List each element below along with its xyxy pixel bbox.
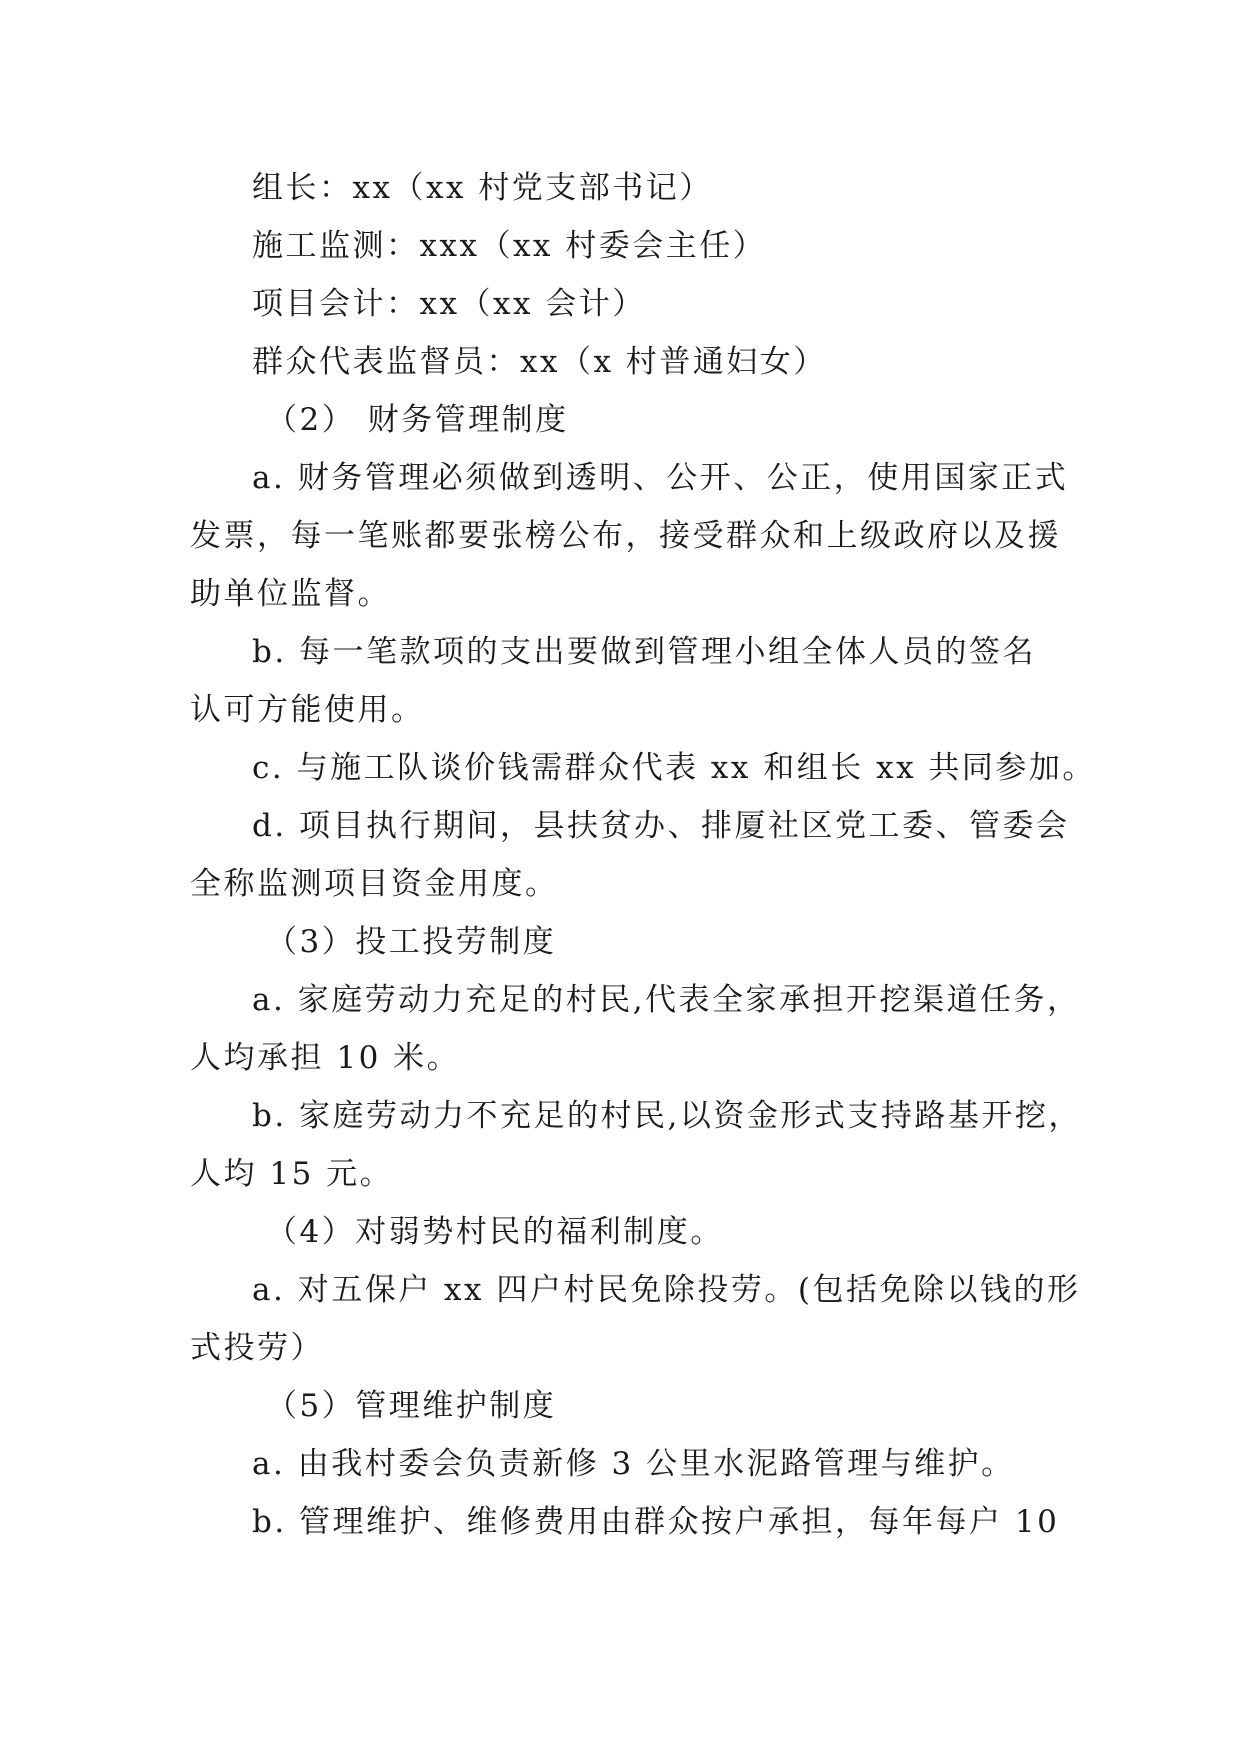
text-line-project-accountant: 项目会计：xx（xx 会计） xyxy=(252,286,646,322)
paragraph-line: 助单位监督。 xyxy=(190,576,391,612)
paragraph-line: b. 家庭劳动力不充足的村民,以资金形式支持路基开挖， xyxy=(252,1098,1082,1134)
paragraph-line: a. 由我村委会负责新修 3 公里水泥路管理与维护。 xyxy=(252,1446,1015,1482)
paragraph-line: d. 项目执行期间，县扶贫办、排厦社区党工委、管委会 xyxy=(252,808,1070,844)
paragraph-line: a. 对五保户 xx 四户村民免除投劳。(包括免除以钱的形 xyxy=(252,1272,1081,1308)
section-heading-labor: （3）投工投劳制度 xyxy=(266,924,557,960)
paragraph-line: 人均承担 10 米。 xyxy=(190,1040,461,1076)
section-heading-welfare: （4）对弱势村民的福利制度。 xyxy=(266,1214,724,1250)
paragraph-line: b. 每一笔款项的支出要做到管理小组全体人员的签名 xyxy=(252,634,1037,670)
paragraph-line: b. 管理维护、维修费用由群众按户承担，每年每户 10 xyxy=(252,1504,1060,1540)
paragraph-line: 全称监测项目资金用度。 xyxy=(190,866,559,902)
paragraph-line: 发票，每一笔账都要张榜公布，接受群众和上级政府以及援 xyxy=(190,518,1061,554)
paragraph-line: c. 与施工队谈价钱需群众代表 xx 和组长 xx 共同参加。 xyxy=(252,750,1096,786)
section-heading-finance: （2） 财务管理制度 xyxy=(266,402,569,438)
paragraph-line: 认可方能使用。 xyxy=(190,692,425,728)
paragraph-line: a. 家庭劳动力充足的村民,代表全家承担开挖渠道任务， xyxy=(252,982,1081,1018)
text-line-construction-monitor: 施工监测：xxx（xx 村委会主任） xyxy=(252,228,767,264)
paragraph-line: 式投劳） xyxy=(190,1330,324,1366)
text-line-group-leader: 组长：xx（xx 村党支部书记） xyxy=(252,170,713,206)
paragraph-line: 人均 15 元。 xyxy=(190,1156,394,1192)
paragraph-line: a. 财务管理必须做到透明、公开、公正，使用国家正式 xyxy=(252,460,1069,496)
text-line-public-supervisor: 群众代表监督员：xx（x 村普通妇女） xyxy=(252,344,827,380)
section-heading-maintenance: （5）管理维护制度 xyxy=(266,1388,557,1424)
